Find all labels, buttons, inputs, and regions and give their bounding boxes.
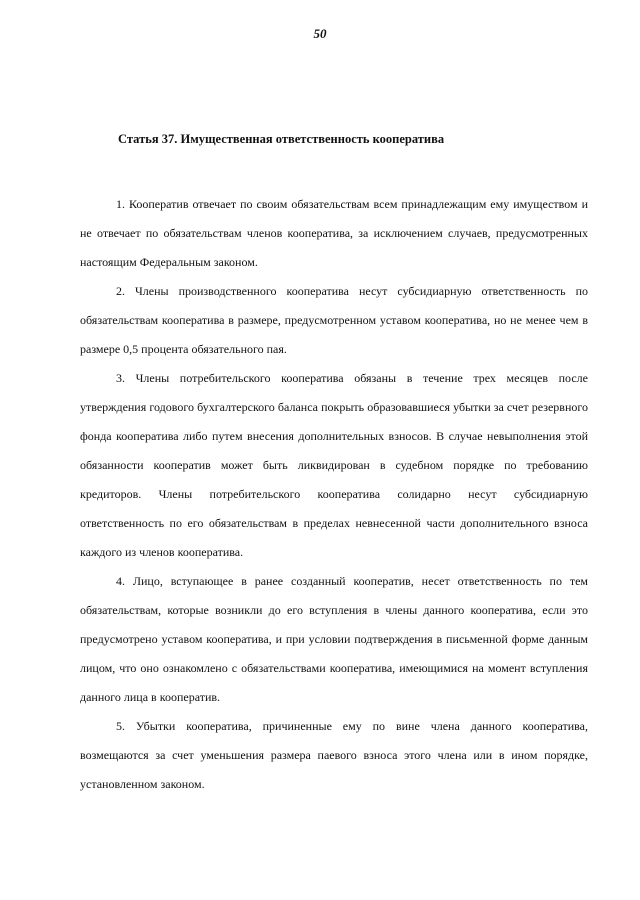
page-number: 50 xyxy=(313,26,327,41)
paragraph-3: 3. Члены потребительского кооператива обязаны в течение трех месяцев после утверждения годового бухгалтерского баланса покрыть образовавшиеся убытки за счет резервного фонда кооператива либо путем внесения дополнительных взносов. В случае невыполнения этой обязанности кооператив может быть ликвидирован в судебном порядке по требованию кредиторов. Члены потребительского кооператива солидарно несут субсидиарную ответственность по его обязательствам в пределах невнесенной части дополнительного взноса каждого из членов кооператива. xyxy=(80,371,588,559)
paragraph-5: 5. Убытки кооператива, причиненные ему по вине члена данного кооператива, возмещаются за счет уменьшения размера паевого взноса этого члена или в ином порядке, установленном законом. xyxy=(80,719,588,791)
paragraph-1: 1. Кооператив отвечает по своим обязательствам всем принадлежащим ему имуществом и не отвечает по обязательствам членов кооператива, за исключением случаев, предусмотренных настоящим Федеральным законом. xyxy=(80,197,588,269)
paragraph-2: 2. Члены производственного кооператива несут субсидиарную ответственность по обязательствам кооператива в размере, предусмотренном уставом кооператива, но не менее чем в размере 0,5 процента обязательного пая. xyxy=(80,284,588,356)
paragraph-4: 4. Лицо, вступающее в ранее созданный кооператив, несет ответственность по тем обязательствам, которые возникли до его вступления в члены данного кооператива, если это предусмотрено уставом кооператива, и при условии подтверждения в письменной форме данным лицом, что оно ознакомлено с обязательствами кооператива, имеющимися на момент вступления данного лица в кооператив. xyxy=(80,574,588,704)
article-body xyxy=(80,190,588,799)
article-title: Статья 37. Имущественная ответственность кооператива xyxy=(118,132,445,146)
